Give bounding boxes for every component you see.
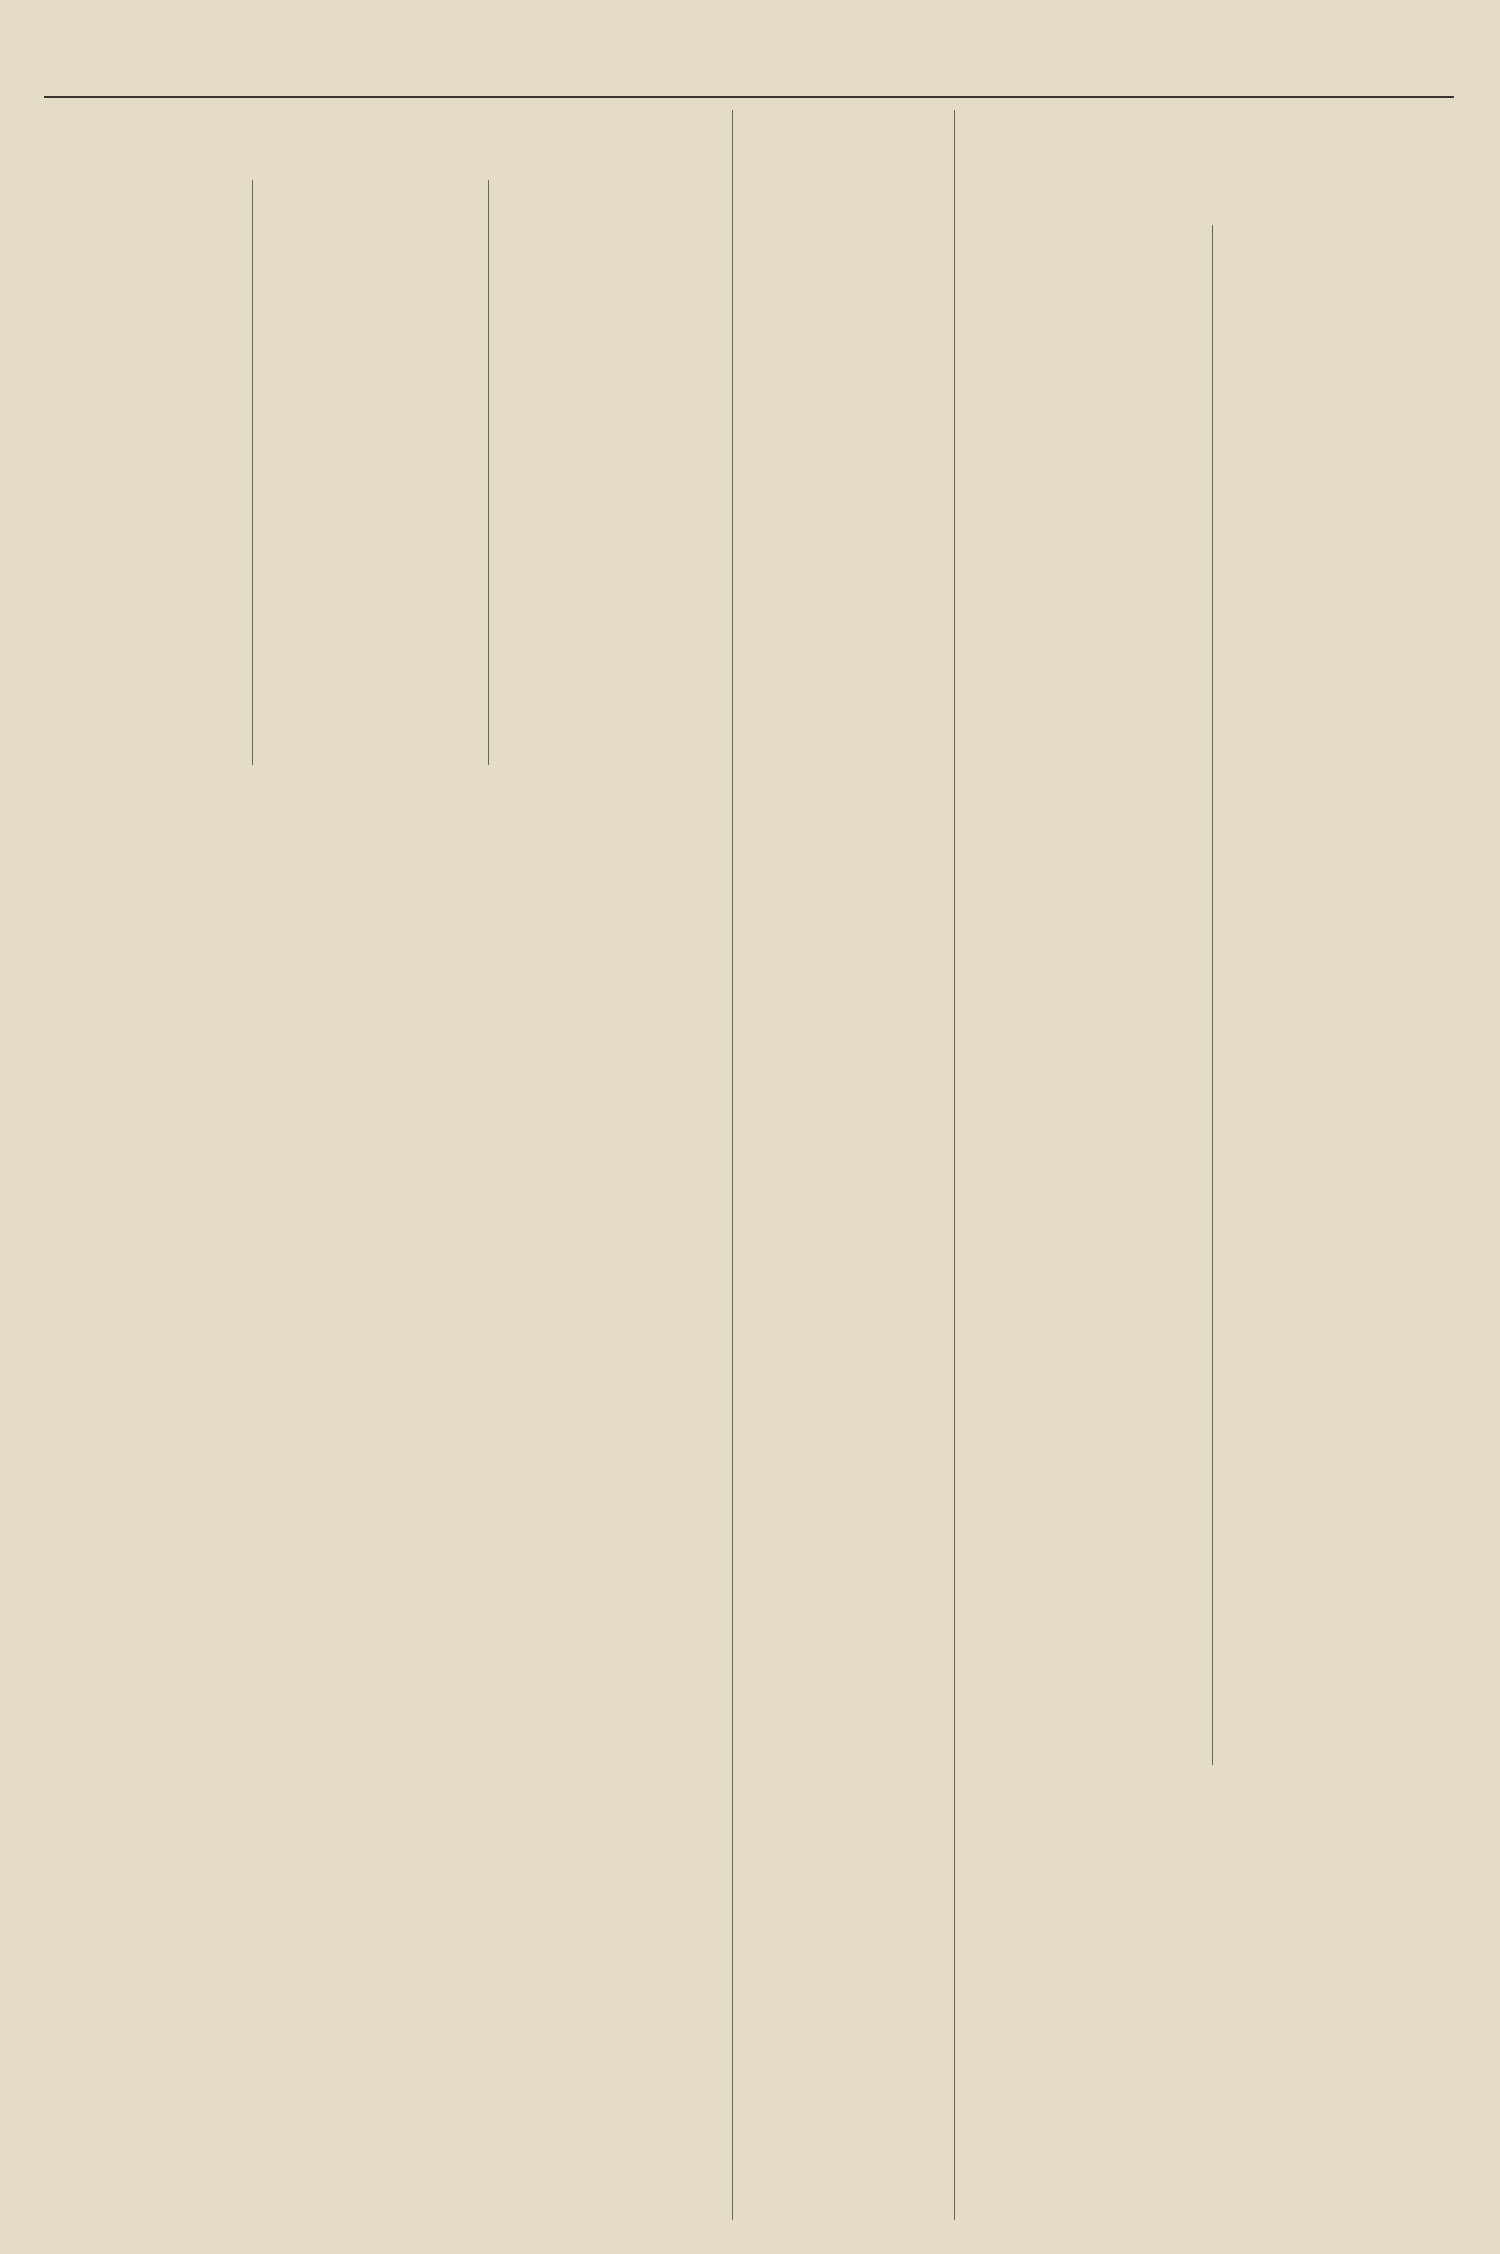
column-rule [954, 110, 955, 2220]
column-rule [1212, 225, 1213, 1765]
article-column [32, 180, 244, 181]
page-header [44, 66, 1454, 98]
column-rule [732, 110, 733, 2220]
column-rule [488, 180, 489, 765]
column-rule [252, 180, 253, 765]
